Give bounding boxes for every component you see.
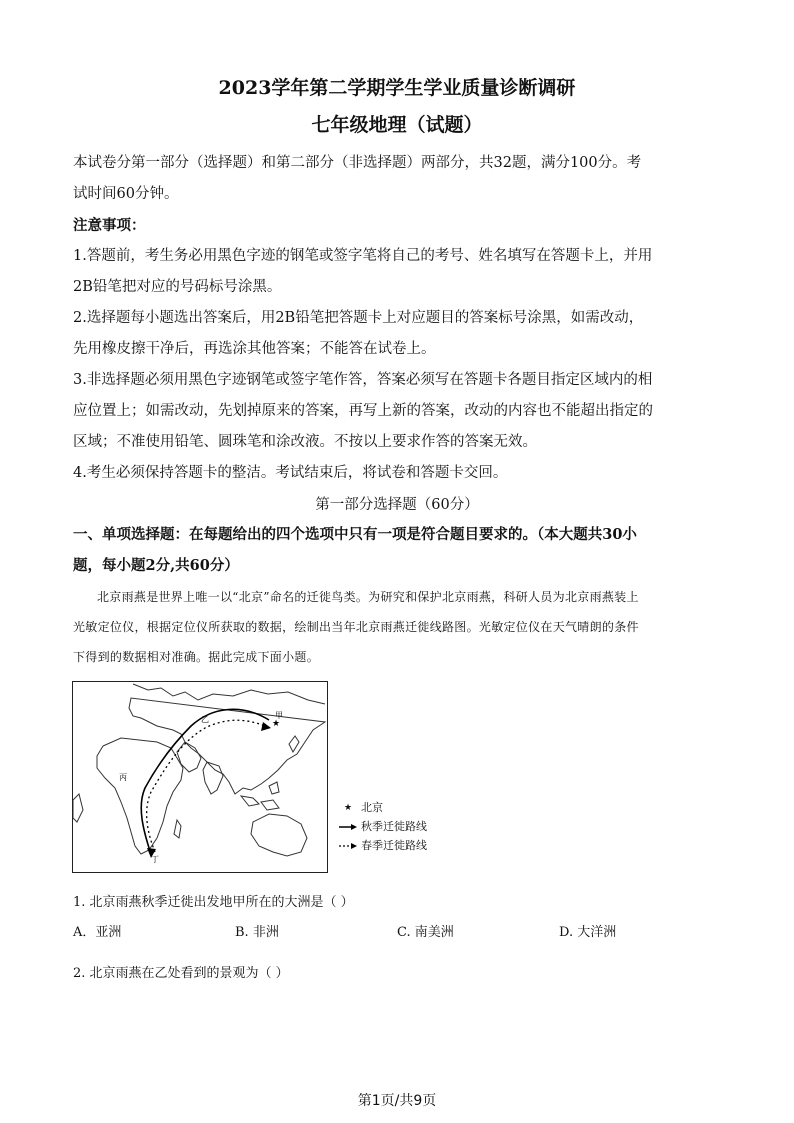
exam-title: 2023学年第二学期学生学业质量诊断调研 [218,77,576,99]
legend-beijing [338,798,427,817]
se-asia-islands [241,782,279,810]
notice-item: 2B铅笔把对应的号码标号涂黑。 [73,279,282,295]
intro-line: 本试卷分第一部分（选择题）和第二部分（非选择题）两部分，共32题，满分100分。考 [73,155,642,171]
section-heading-line: 一、单项选择题：在每题给出的四个选项中只有一项是符合题目要求的。（本大题共30小 [73,526,637,543]
option-a[interactable]: A．亚洲 [73,925,122,940]
legend-spring-label: 春季迁徙路线 [361,839,427,852]
legend-beijing-label: 北京 [361,801,383,814]
notice-item: 4.考生必须保持答题卡的整洁。考试结束后，将试卷和答题卡交回。 [73,465,508,481]
notice-heading: 注意事项： [73,217,146,234]
india-coastline [203,762,223,794]
eurasia-coastline [129,684,325,794]
label-bing: 丙 [119,773,127,782]
legend-autumn-label: 秋季迁徙路线 [361,820,427,833]
notice-item: 区域；不准使用铅笔、圆珠笔和涂改液。不按以上要求作答的答案无效。 [73,434,537,450]
question-1-stem: 1. 北京雨燕秋季迁徙出发地甲所在的大洲是（ ） [73,895,354,910]
south-america-fragment [73,794,83,822]
spring-route [147,720,265,852]
japan [289,736,299,752]
africa-coastline [97,738,183,854]
madagascar [174,820,181,838]
notice-item: 1.答题前，考生务必用黑色字迹的钢笔或签字笔将自己的考号、姓名填写在答题卡上，并用 [73,248,653,264]
page-footer: 第1页/共9页 [357,1093,437,1109]
passage [73,582,733,672]
legend-spring [338,836,427,855]
notice-item: 先用橡皮擦干净后，再选涂其他答案；不能答在试卷上。 [73,341,436,357]
option-d[interactable]: D. 大洋洲 [559,925,617,940]
label-yi: 乙 [201,715,209,724]
option-b[interactable]: B. 非洲 [235,925,279,940]
legend-autumn [338,817,427,836]
migration-map [72,681,328,873]
notice-item: 3.非选择题必须用黑色字迹钢笔或签字笔作答，答案必须写在答题卡各题目指定区域内的相 [73,372,653,388]
exam-subtitle: 七年级地理（试题） [311,114,483,136]
map-legend [338,798,427,855]
solid-arrow-icon [338,822,358,832]
star-icon: ★ [343,802,353,813]
passage-line: 北京雨燕是世界上唯一以“北京”命名的迁徙鸟类。为研究和保护北京雨燕，科研人员为北京雨燕装上 [97,590,639,604]
section-heading [73,519,723,581]
passage-line: 下得到的数据相对准确。据此完成下面小题。 [73,650,320,664]
notice-item: 2.选择题每小题选出答案后，用2B铅笔把答题卡上对应题目的答案标号涂黑，如需改动， [73,310,644,326]
option-c[interactable]: C. 南美洲 [397,925,454,940]
label-ding: 丁 [151,855,159,864]
section-heading-line: 题，每小题2分,共60分） [73,557,239,574]
map-svg [73,682,327,872]
notice-item: 应位置上；如需改动，先划掉原来的答案，再写上新的答案，改动的内容也不能超出指定的 [73,403,653,419]
spring-arrow [261,722,271,731]
passage-line: 光敏定位仪，根据定位仪所获取的数据，绘制出当年北京雨燕迁徙线路图。光敏定位仪在天气晴朗的条件 [73,620,639,634]
part1-title: 第一部分选择题（60分） [315,497,479,513]
dotted-arrow-icon [338,841,358,851]
beijing-star-icon: ★ [272,719,281,729]
label-jia: 甲 [275,711,283,720]
intro-line: 试时间60分钟。 [73,186,179,202]
question-2-stem: 2. 北京雨燕在乙处看到的景观为（ ） [73,966,289,981]
instructions-block [73,148,723,489]
australia-coastline [251,814,307,856]
